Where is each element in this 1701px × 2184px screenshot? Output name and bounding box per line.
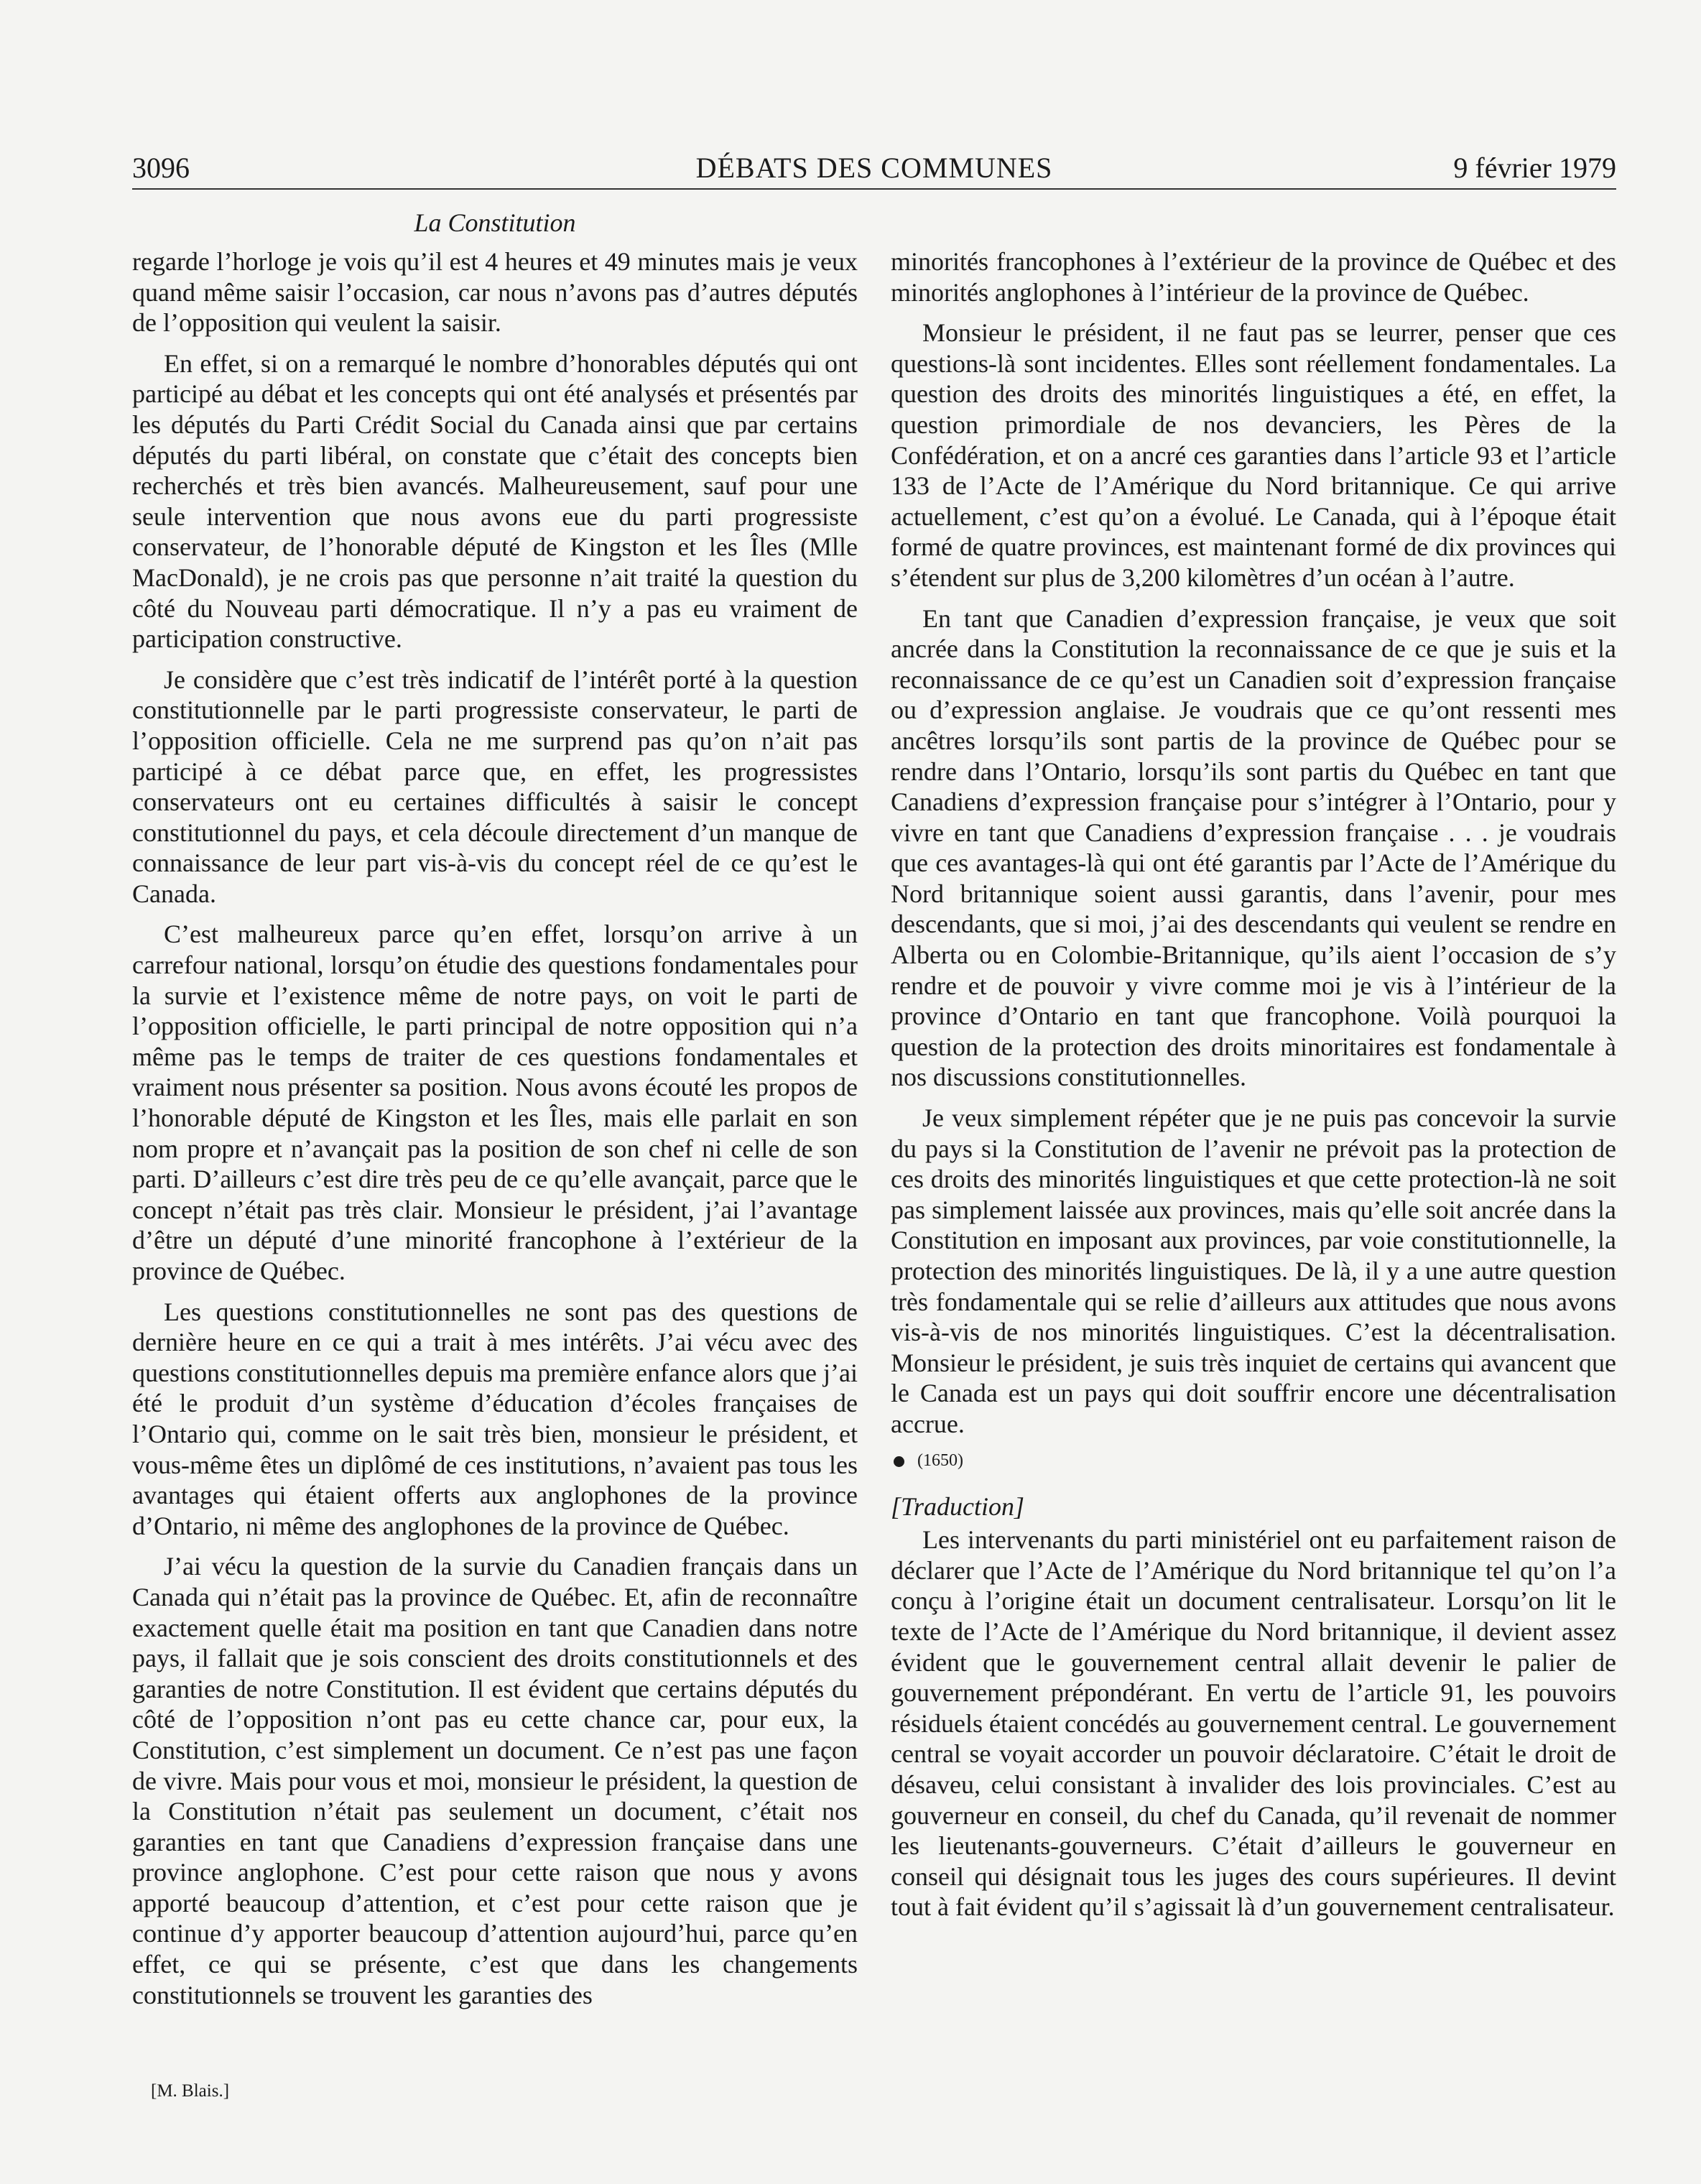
paragraph: minorités francophones à l’extérieur de la province de Québec et des minorités anglophones à l’intérieur de la province de Québec.	[891, 247, 1616, 307]
publication-title: DÉBATS DES COMMUNES	[695, 152, 1053, 184]
paragraph: J’ai vécu la question de la survie du Canadien français dans un Canada qui n’était pas la province de Québec. Et, afin de reconnaître exactement quelle était ma position en tant que Canadien dans notre pays, il fallait que je sois conscient des droits constitutionnels et des garanties de notre Constitution. Il est évident que certains députés du côté de l’opposition n’ont pas eu cette chance car, pour eux, la Constitution, c’est simplement un document. Ce n’est pas une façon de vivre. Mais pour vous et moi, monsieur le président, la question de la Constitution n’était pas seulement un document, c’était nos garanties en tant que Canadiens d’expression française dans une province anglophone. C’est pour cette raison que nous y avons apporté beaucoup d’attention, et c’est pour cette raison que je continue d’y apporter beaucoup d’attention aujourd’hui, parce qu’en effet, ce qui se présente, c’est que dans les changements constitutionnels se trouvent les garanties des	[132, 1552, 858, 2009]
time-marker-label: (1650)	[917, 1450, 963, 1470]
left-column	[132, 246, 858, 2020]
paragraph: regarde l’horloge je vois qu’il est 4 heures et 49 minutes mais je veux quand même saisir l’occasion, car nous n’avons pas d’autres députés de l’opposition qui veulent la saisir.	[132, 247, 858, 338]
paragraph: En tant que Canadien d’expression française, je veux que soit ancrée dans la Constitution la reconnaissance de ce que je suis et la reconnaissance de ce qu’est un Canadien soit d’expression française ou d’expression anglaise. Je voudrais que ce qu’ont ressenti mes ancêtres lorsqu’ils sont partis de la province de Québec pour se rendre dans l’Ontario, lorsqu’ils sont partis du Québec en tant que Canadiens d’expression française pour s’intégrer à l’Ontario, pour y vivre en tant que Canadiens d’expression française . . . je voudrais que ces avantages-là qui ont été garantis par l’Acte de l’Amérique du Nord britannique soient aussi garantis, dans l’avenir, pour mes descendants, que si moi, j’ai des descendants qui veulent se rendre en Alberta ou en Colombie-Britannique, qu’ils aient l’occasion de s’y rendre et de pouvoir y vivre comme moi je vis à l’intérieur de la province d’Ontario en tant que francophone. Voilà pourquoi la question de la protection des droits minoritaires est fondamentale à nos discussions constitutionnelles.	[891, 603, 1616, 1092]
paragraph: Les intervenants du parti ministériel ont eu parfaitement raison de déclarer que l’Acte de l’Amérique du Nord britannique tel qu’on l’a conçu à l’origine était un document centralisateur. Lorsqu’on lit le texte de l’Acte de l’Amérique du Nord britannique, il devient assez évident que le gouvernement central allait devenir le palier de gouvernement prépondérant. En vertu de l’article 91, les pouvoirs résiduels étaient concédés au gouvernement central. Le gouvernement central se voyait accorder un pouvoir déclaratoire. C’était le droit de désaveu, celui consistant à invalider des lois provinciales. C’est au gouverneur en conseil, du chef du Canada, qu’il revenait de nommer les lieutenants-gouverneurs. C’était d’ailleurs le gouverneur en conseil qui désignait tous les juges des cours supérieures. Il devint tout à fait évident qu’il s’agissait là d’un gouvernement centralisateur.	[891, 1525, 1616, 1922]
paragraph: C’est malheureux parce qu’en effet, lorsqu’on arrive à un carrefour national, lorsqu’on étudie des questions fondamentales pour la survie et l’existence même de notre pays, on voit le parti de l’opposition officielle, le parti principal de notre opposition qui n’a même pas le temps de traiter de ces questions fondamentales et vraiment nous présenter sa position. Nous avons écouté les propos de l’honorable député de Kingston et les Îles, mais elle parlait en son nom propre et n’avançait pas la position de son chef ni celle de son parti. D’ailleurs c’est dire très peu de ce qu’elle avançait, parce que le concept n’était pas très clair. Monsieur le président, j’ai l’avantage d’être un député d’une minorité francophone à l’extérieur de la province de Québec.	[132, 920, 858, 1285]
page-header	[132, 149, 1616, 190]
paragraph: En effet, si on a remarqué le nombre d’honorables députés qui ont participé au débat et les concepts qui ont été analysés et présentés par les députés du Parti Crédit Social du Canada ainsi que par certains députés du parti libéral, on constate que c’était des concepts bien recherchés et très bien avancés. Malheureusement, sauf pour une seule intervention que nous avons eue du parti progressiste conservateur, de l’honorable député de Kingston et les Îles (Mlle MacDonald), je ne crois pas que personne n’ait traité la question du côté du Nouveau parti démocratique. Il n’y a pas eu vraiment de participation constructive.	[132, 348, 858, 654]
right-column	[891, 246, 1616, 1933]
page-number: 3096	[132, 152, 190, 184]
speaker-footnote: [M. Blais.]	[151, 2081, 230, 2101]
bullet-icon	[894, 1456, 904, 1467]
section-label: [Traduction]	[891, 1491, 1025, 1521]
subject-heading: La Constitution	[414, 208, 576, 237]
paragraph: Je considère que c’est très indicatif de l’intérêt porté à la question constitutionnelle par le parti progressiste conservateur, le parti de l’opposition officielle. Cela ne me surprend pas qu’on n’ait pas participé à ce débat parce que, en effet, les progressistes conservateurs ont eu certaines difficultés à saisir le concept constitutionnel du pays, et cela découle directement d’un manque de connaissance de leur part vis-à-vis du concept réel de ce qu’est le Canada.	[132, 665, 858, 908]
paragraph: Les questions constitutionnelles ne sont pas des questions de dernière heure en ce qui a trait à mes intérêts. J’ai vécu avec des questions constitutionnelles depuis ma première enfance alors que j’ai été le produit d’un système d’éducation d’écoles françaises de l’Ontario qui, comme on le sait très bien, monsieur le président, et vous-même êtes un diplômé de ces institutions, n’avaient pas tous les avantages qui étaient offerts aux anglophones de la province d’Ontario, ni même des anglophones de la province de Québec.	[132, 1297, 858, 1540]
page-date: 9 février 1979	[1453, 152, 1616, 184]
time-marker	[894, 1450, 1616, 1471]
paragraph: Monsieur le président, il ne faut pas se leurrer, penser que ces questions-là sont incidentes. Elles sont réellement fondamentales. La question des droits des minorités linguistiques a été, en effet, la question primordiale de nos devanciers, les Pères de la Confédération, et on a ancré ces garanties dans l’article 93 et l’article 133 de l’Acte de l’Amérique du Nord britannique. Ce qui arrive actuellement, c’est qu’on a évolué. Le Canada, qui à l’époque était formé de quatre provinces, est maintenant formé de dix provinces qui s’étendent sur plus de 3,200 kilomètres d’un océan à l’autre.	[891, 318, 1616, 592]
paragraph: Je veux simplement répéter que je ne puis pas concevoir la survie du pays si la Constitution de l’avenir ne prévoit pas la protection de ces droits des minorités linguistiques et que cette protection-là ne soit pas simplement laissée aux provinces, mais qu’elle soit ancrée dans la Constitution en imposant aux provinces, par voie constitutionnelle, la protection des minorités linguistiques. De là, il y a une autre question très fondamentale qui se relie d’ailleurs aux attitudes que nous avons vis-à-vis de nos minorités linguistiques. C’est la décentralisation. Monsieur le président, je suis très inquiet de certains qui avancent que le Canada est un pays qui doit souffrir encore une décentralisation accrue.	[891, 1103, 1616, 1438]
